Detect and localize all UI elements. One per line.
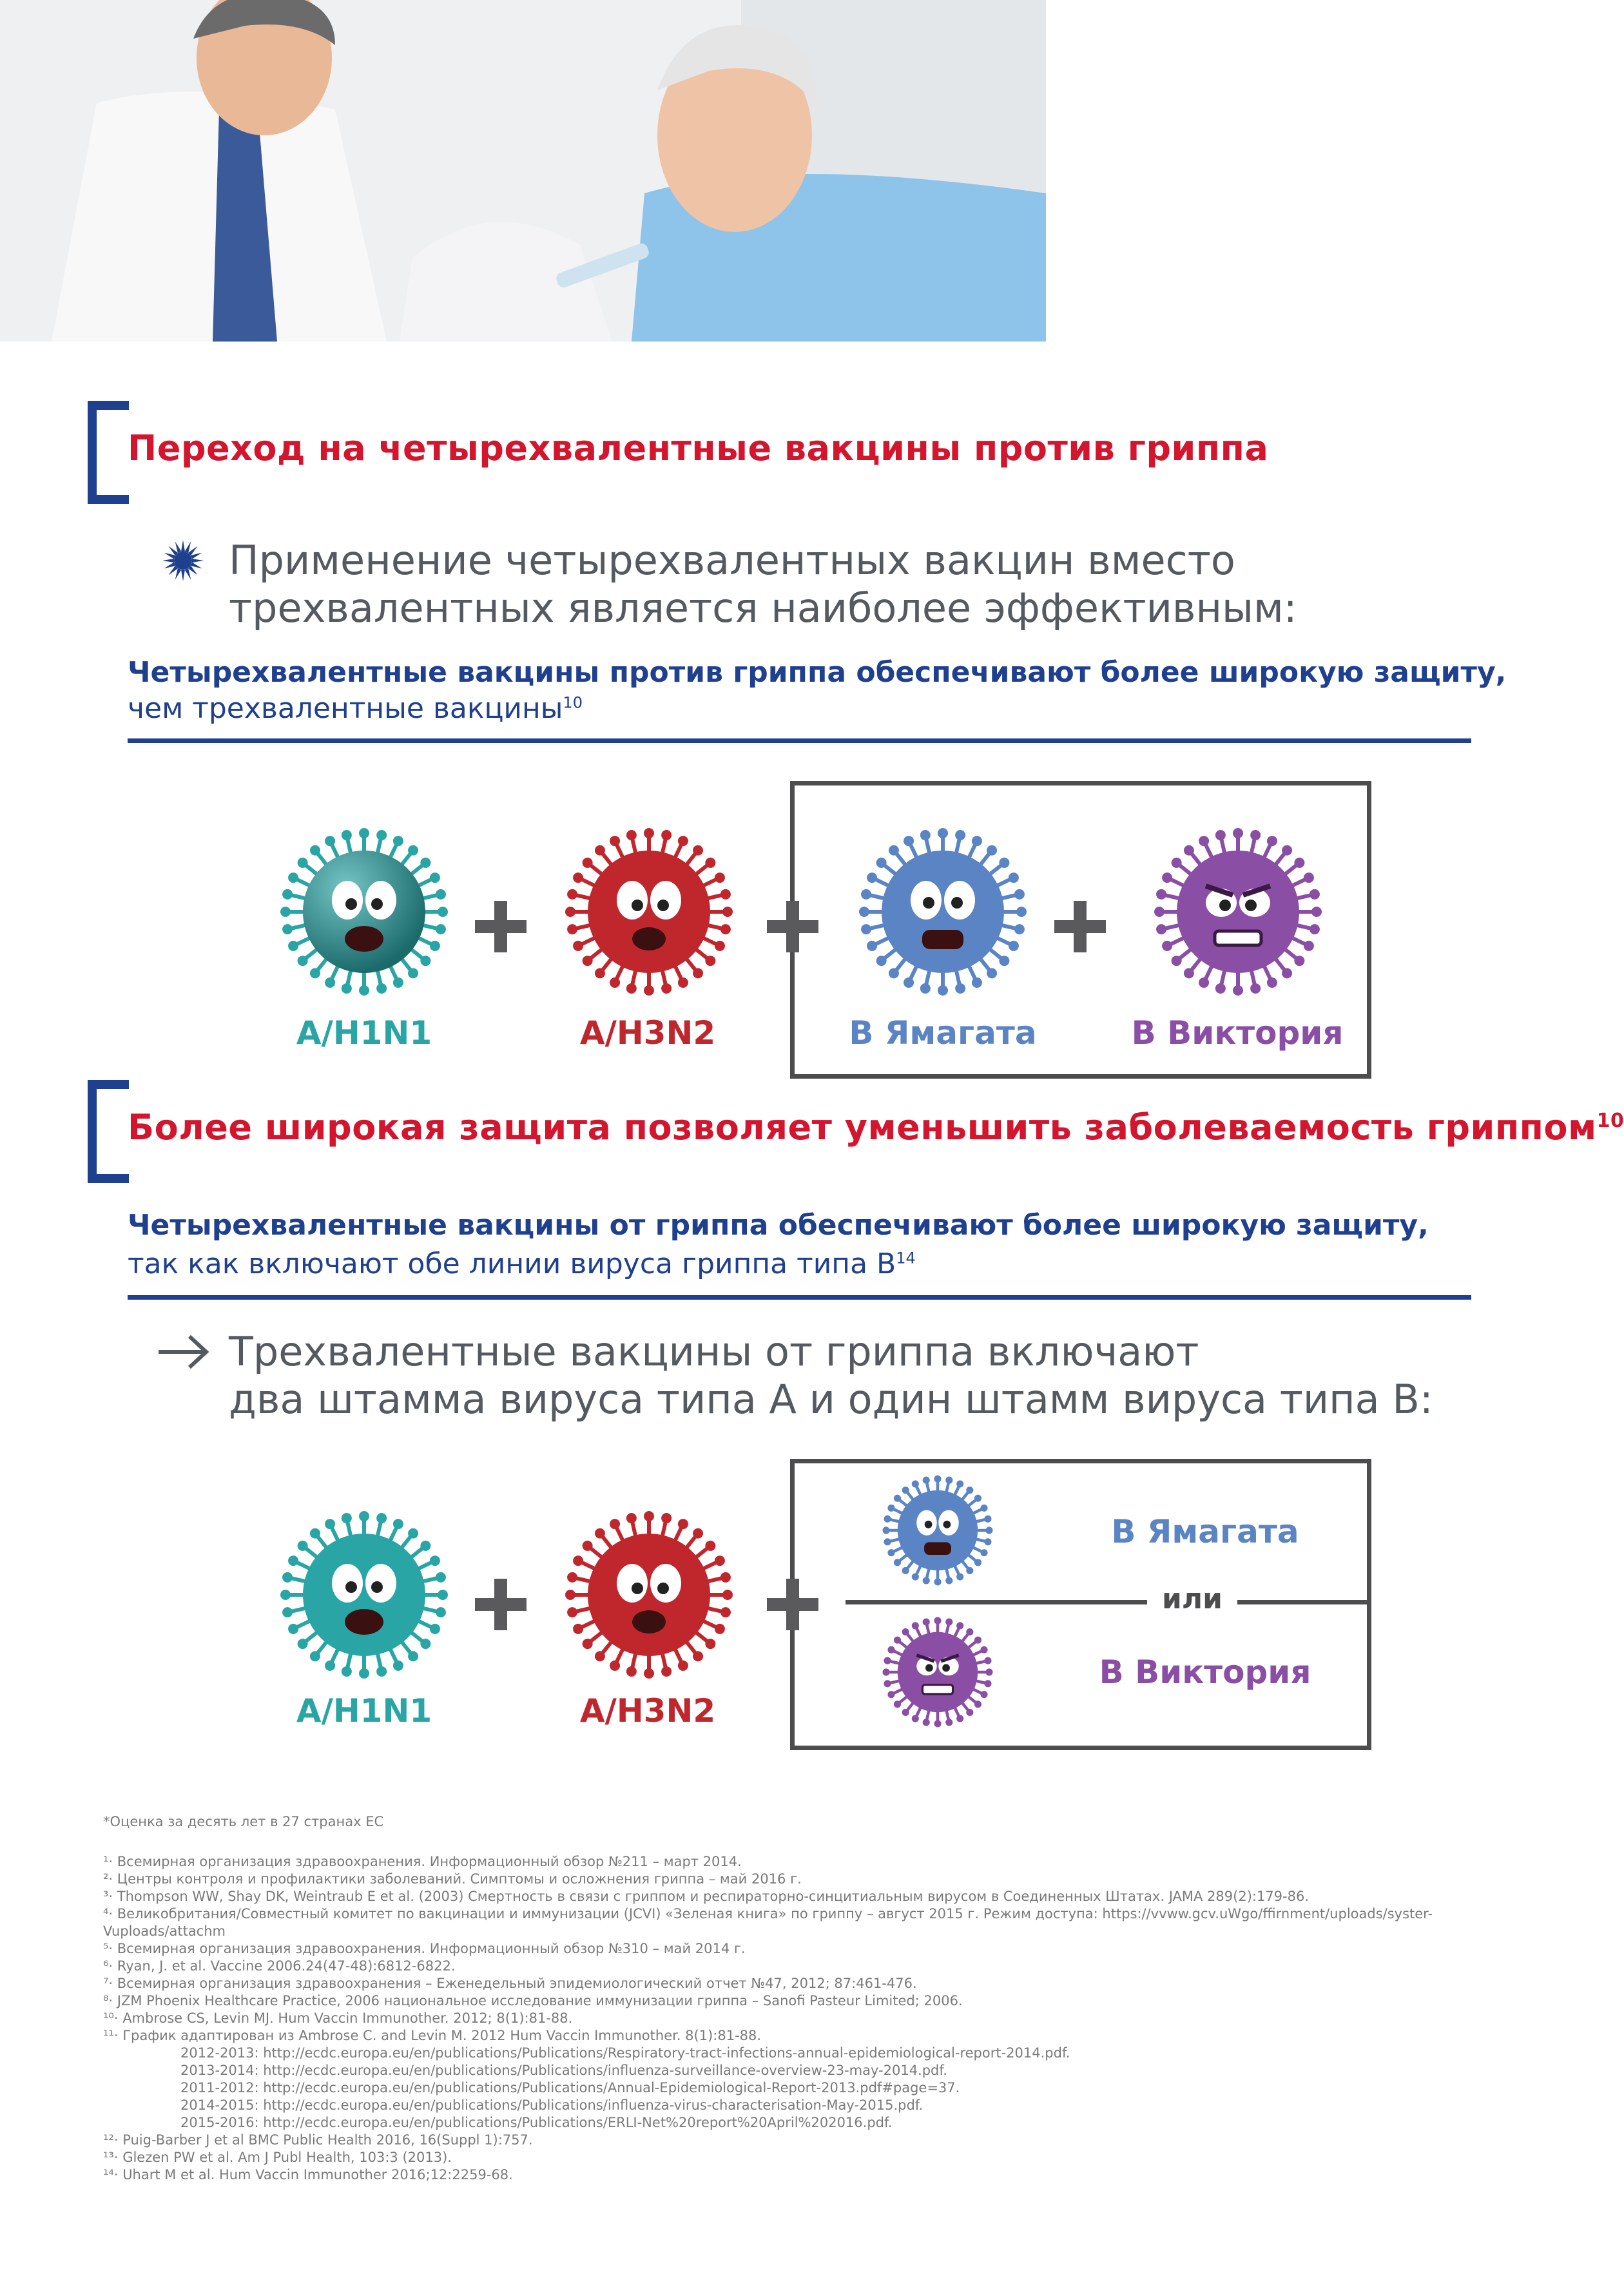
virus-spike-tip: [722, 1574, 729, 1581]
virus-spike-tip: [1001, 958, 1007, 964]
reference-item: ⁶· Ryan, J. et al. Vaccine 2006.24(47-48):6812-6822.: [103, 1958, 456, 1974]
virus-spike-tip: [290, 1557, 296, 1564]
virus-spike-tip: [976, 1702, 980, 1707]
virus-spike-tip: [327, 1521, 333, 1527]
virus-spike-tip: [1252, 832, 1259, 838]
reference-url: 2013-2014: http://ecdc.europa.eu/en/publications/Publications/influenza-surveillance-overview-23-may-2014.pdf.: [180, 2063, 947, 2078]
virus-spike-tip: [957, 985, 963, 992]
reference-item: ¹²· Puig-Barber J et al BMC Public Health 2016, 16(Suppl 1):757.: [103, 2132, 533, 2148]
section2-highlight-bold: Четырехвалентные вакцины от гриппа обеспечивают более широкую защиту,: [128, 1209, 1429, 1242]
or-divider-right: [1237, 1600, 1371, 1604]
reference-item: ¹¹· График адаптирован из Ambrose C. and Levin M. 2012 Hum Vaccin Immunother. 8(1):81-88.: [103, 2028, 762, 2043]
virus-spike-tip: [567, 909, 574, 915]
virus-spike-tip: [1018, 909, 1025, 915]
virus-spike-tip: [889, 1550, 894, 1555]
virus-spike-tip: [947, 1579, 952, 1583]
plus-icon: [767, 1579, 818, 1630]
virus-spike-tip: [438, 1574, 444, 1581]
virus-spike-tip: [612, 838, 618, 844]
plus-icon: [475, 901, 527, 952]
section2-lead-line1: Трехвалентные вакцины от гриппа включают: [229, 1328, 1199, 1375]
virus-spike-tip: [895, 1638, 900, 1642]
virus-spike-tip: [913, 1575, 918, 1579]
virus-spike-tip: [695, 847, 701, 854]
virus-spike-tip: [410, 1530, 416, 1537]
virus-spike-tip: [885, 1659, 890, 1663]
virus-spike-tip: [878, 860, 885, 866]
reference-item: ¹· Всемирная организация здравоохранения. Информационный обзор №211 – март 2014.: [103, 1854, 742, 1869]
virus-spike-tip: [982, 1550, 987, 1555]
photo-doctor-vaccinating-senior: [0, 0, 1046, 342]
virus-spike-tip: [395, 1521, 401, 1527]
virus-spike-tip: [1235, 830, 1241, 836]
virus-spike-tip: [891, 970, 897, 976]
virus-spike-tip: [569, 1609, 575, 1615]
plus-icon: [475, 1579, 527, 1630]
virus-spike-tip: [974, 838, 980, 844]
virus-spike-tip: [717, 943, 723, 949]
virus-spike-tip: [722, 926, 729, 932]
virus-spike-tip: [628, 1515, 635, 1521]
virus-h1n1-icon: [271, 831, 458, 992]
virus-spike-tip: [1186, 847, 1192, 854]
section-bracket: [88, 1080, 129, 1183]
virus-spike-tip: [585, 958, 591, 964]
reference-item: ⁵· Всемирная организация здравоохранения. Информационный обзор №310 – май 2014 г.: [103, 1941, 746, 1956]
virus-spike-tip: [1217, 985, 1224, 992]
reference-item: ³· Thompson WW, Shay DK, Weintraub E et al. (2003) Смертность в связи с гриппом и респираторно-синцитиальным вирусом в Соединенных Штатах. JAMA 289(2):179-86.: [103, 1889, 1310, 1904]
virus-spike-tip: [986, 1659, 991, 1663]
virus-spike-tip: [863, 926, 869, 932]
virus-spike-tip: [895, 1496, 900, 1501]
virus-spike-tip: [1174, 958, 1180, 964]
virus-spike-tip: [282, 1592, 289, 1598]
virus-spike-tip: [913, 1717, 918, 1721]
virus-spike-tip: [895, 1561, 900, 1565]
virus-spike-tip: [987, 1528, 992, 1533]
virus-spike-tip: [889, 1506, 894, 1510]
virus-spike-tip: [663, 985, 670, 992]
virus-spike-tip: [968, 1568, 972, 1573]
virus-spike-tip: [904, 1488, 908, 1492]
virus-spike-tip: [343, 1515, 350, 1521]
section1-rule: [128, 738, 1471, 743]
virus-spike-tip: [597, 1653, 603, 1659]
virus-spike-tip: [680, 1521, 686, 1527]
virus-spike-tip: [432, 874, 438, 881]
virus-spike-tip: [422, 958, 429, 964]
virus-spike-tip: [378, 1515, 385, 1521]
virus-spike-tip: [895, 1702, 900, 1707]
reference-item: ²· Центры контроля и профилактики заболеваний. Симптомы и осложнения гриппа – май 2016 г.: [103, 1871, 802, 1887]
virus-spike-tip: [569, 891, 575, 898]
reference-url: 2012-2013: http://ecdc.europa.eu/en/publications/Publications/Respiratory-tract-infections-annual-epidemiological-report-2014.pdf.: [180, 2045, 1070, 2061]
plus-icon: [767, 901, 818, 952]
strain-label-h1n1: A/H1N1: [296, 1692, 432, 1729]
virus-spike-tip: [1313, 909, 1320, 915]
virus-spike-tip: [1235, 987, 1241, 994]
virus-spike-tip: [924, 1579, 929, 1583]
virus-spike-tip: [1311, 926, 1318, 932]
virus-spike-tip: [924, 1620, 929, 1624]
b-option-yamagata-label: В Ямагата: [1111, 1513, 1299, 1550]
virus-spike-tip: [968, 1710, 972, 1715]
virus-spike-tip: [395, 838, 401, 844]
virus-spike-tip: [327, 979, 333, 986]
virus-h3n2-icon: [556, 1514, 742, 1675]
virus-spike-tip: [958, 1717, 962, 1721]
virus-spike-tip: [1306, 874, 1312, 881]
virus-spike-tip: [438, 891, 444, 898]
virus-spike-tip: [695, 970, 701, 976]
virus-spike-tip: [612, 1662, 618, 1669]
reference-item: ⁴· Великобритания/Совместный комитет по вакцинации и иммунизации (JCVI) «Зеленая книга» по гриппу – август 2015 г. Режим доступа: https://vvww.gcv.uWgo/ffirnment/uploads/syster-: [103, 1906, 1433, 1922]
virus-spike-tip: [300, 860, 306, 866]
virus-spike-tip: [312, 1530, 318, 1537]
virus-spike-tip: [612, 979, 618, 986]
virus-spike-tip: [940, 830, 946, 836]
virus-spike-tip: [940, 987, 946, 994]
virus-spike-tip: [343, 1668, 350, 1675]
reference-item: ⁸· JZM Phoenix Healthcare Practice, 2006 национальное исследование иммунизации гриппа – Sanofi Pasteur Limited; 2006.: [103, 1993, 963, 2008]
plus-icon: [1054, 901, 1106, 952]
virus-spike-tip: [1311, 891, 1318, 898]
strain-label-b-victoria: В Виктория: [1131, 1014, 1344, 1052]
virus-spike-tip: [585, 1641, 591, 1647]
virus-spike-tip: [327, 1662, 333, 1669]
burst-bullet-icon: [162, 540, 204, 581]
virus-spike-tip: [717, 874, 723, 881]
virus-spike-tip: [869, 943, 875, 949]
virus-spike-tip: [432, 1557, 438, 1564]
virus-spike-tip: [628, 1668, 635, 1675]
section2-highlight-regular: так как включают обе линии вируса гриппа типа $В^{14}$: [128, 1247, 916, 1280]
virus-spike-tip: [422, 1641, 429, 1647]
reference-mark: 10: [563, 693, 583, 712]
virus-spike-tip: [884, 1670, 889, 1675]
virus-spike-tip: [1016, 891, 1023, 898]
virus-spike-tip: [722, 1609, 729, 1615]
reference-mark: 14: [896, 1249, 916, 1267]
virus-spike-tip: [1158, 926, 1165, 932]
virus-spike-tip: [1252, 985, 1259, 992]
virus-spike-tip: [947, 1620, 952, 1624]
virus-spike-tip: [885, 1540, 890, 1545]
virus-spike-tip: [695, 1530, 701, 1537]
virus-spike-tip: [646, 987, 652, 994]
strain-label-h3n2: A/H3N2: [579, 1014, 716, 1052]
virus-spike-tip: [284, 926, 291, 932]
virus-spike-tip: [663, 832, 670, 838]
virus-spike-tip: [680, 1662, 686, 1669]
virus-spike-tip: [936, 1722, 940, 1726]
virus-spike-tip: [290, 943, 296, 949]
virus-spike-tip: [717, 1626, 723, 1632]
or-divider-label: или: [1162, 1583, 1223, 1615]
virus-spike-tip: [724, 909, 731, 915]
virus-spike-tip: [913, 1624, 918, 1628]
virus-spike-tip: [300, 1641, 306, 1647]
virus-spike-tip: [936, 1477, 940, 1481]
virus-spike-tip: [1201, 979, 1207, 986]
virus-spike-tip: [663, 1515, 670, 1521]
virus-spike-tip: [905, 979, 912, 986]
reference-item: ⁷· Всемирная организация здравоохранения – Еженедельный эпидемиологический отчет №47, 2012; 87:461-476.: [103, 1976, 917, 1991]
virus-spike-tip: [284, 891, 291, 898]
virus-spike-tip: [312, 970, 318, 976]
virus-spike-tip: [575, 1626, 581, 1632]
virus-b-yamagata-icon: [876, 1476, 999, 1585]
virus-spike-tip: [290, 874, 296, 881]
virus-spike-tip: [1164, 943, 1170, 949]
virus-spike-tip: [891, 847, 897, 854]
virus-spike-tip: [884, 1528, 889, 1533]
virus-spike-tip: [1217, 832, 1224, 838]
virus-spike-tip: [889, 1692, 894, 1697]
section1-title: Переход на четырехвалентные вакцины против гриппа: [128, 428, 1269, 468]
virus-spike-tip: [327, 838, 333, 844]
virus-spike-tip: [284, 1609, 291, 1615]
section1-lead-line1: Применение четырехвалентных вакцин вместо: [229, 537, 1235, 584]
virus-spike-tip: [707, 1543, 713, 1549]
virus-spike-tip: [986, 1540, 991, 1545]
virus-spike-tip: [646, 1670, 652, 1677]
virus-spike-tip: [913, 1482, 918, 1487]
virus-spike-tip: [982, 1506, 987, 1510]
virus-b-victoria-icon: [1145, 831, 1331, 992]
virus-spike-tip: [1156, 909, 1163, 915]
virus-spike-tip: [905, 838, 912, 844]
virus-spike-tip: [889, 1648, 894, 1652]
virus-spike-tip: [410, 970, 416, 976]
virus-spike-tip: [312, 1653, 318, 1659]
references-list: [103, 1853, 1433, 2184]
b-option-victoria-label: В Виктория: [1099, 1653, 1311, 1691]
virus-spike-tip: [597, 1530, 603, 1537]
virus-spike-tip: [861, 909, 867, 915]
virus-spike-tip: [982, 1648, 987, 1652]
reference-item: ¹⁴· Uhart M et al. Hum Vaccin Immunother 2016;12:2259-68.: [103, 2167, 513, 2182]
virus-spike-tip: [1306, 943, 1312, 949]
virus-spike-tip: [707, 860, 713, 866]
footnote-star: *Оценка за десять лет в 27 странах ЕС: [103, 1814, 384, 1829]
virus-spike-tip: [410, 847, 416, 854]
virus-spike-tip: [717, 1557, 723, 1564]
virus-spike-tip: [968, 1630, 972, 1634]
virus-spike-tip: [958, 1482, 962, 1487]
virus-spike-tip: [1269, 838, 1275, 844]
virus-spike-tip: [361, 987, 367, 994]
virus-spike-tip: [575, 874, 581, 881]
section1-highlight-regular: чем трехвалентные вакцины$^{10}$: [128, 692, 583, 725]
virus-spike-tip: [904, 1710, 908, 1715]
section-bracket: [88, 401, 129, 504]
virus-spike-tip: [680, 979, 686, 986]
section2-lead-line2: два штамма вируса типа А и один штамм вируса типа В:: [229, 1376, 1433, 1423]
virus-spike-tip: [724, 1592, 731, 1598]
virus-spike-tip: [395, 1662, 401, 1669]
virus-spike-tip: [878, 958, 885, 964]
section2-rule: [128, 1295, 1471, 1300]
virus-spike-tip: [432, 943, 438, 949]
virus-spike-tip: [343, 832, 350, 838]
virus-spike-tip: [300, 958, 306, 964]
virus-h1n1-icon: [271, 1514, 458, 1675]
virus-spike-tip: [1296, 958, 1302, 964]
virus-spike-tip: [284, 1574, 291, 1581]
reference-item: ¹³· Glezen PW et al. Am J Publ Health, 103:3 (2013).: [103, 2150, 452, 2165]
virus-h3n2-icon: [556, 831, 742, 992]
virus-spike-tip: [976, 1561, 980, 1565]
virus-spike-tip: [989, 970, 995, 976]
reference-url: 2011-2012: http://ecdc.europa.eu/en/publications/Publications/Annual-Epidemiological-Report-2013.pdf#page=37.: [180, 2080, 960, 2095]
virus-spike-tip: [1269, 979, 1275, 986]
virus-spike-tip: [585, 1543, 591, 1549]
virus-spike-tip: [300, 1543, 306, 1549]
virus-spike-tip: [585, 860, 591, 866]
section1-lead-line2: трехвалентных является наиболее эффективным:: [229, 584, 1297, 631]
virus-spike-tip: [1010, 943, 1017, 949]
virus-spike-tip: [869, 874, 875, 881]
virus-spike-tip: [885, 1517, 890, 1521]
virus-spike-tip: [422, 860, 429, 866]
virus-spike-tip: [290, 1626, 296, 1632]
virus-spike-tip: [947, 1720, 952, 1725]
virus-spike-tip: [628, 832, 635, 838]
virus-spike-tip: [575, 943, 581, 949]
virus-spike-tip: [986, 1517, 991, 1521]
virus-spike-tip: [361, 1513, 367, 1519]
or-divider-left: [846, 1600, 1147, 1604]
virus-spike-tip: [1186, 970, 1192, 976]
virus-spike-tip: [432, 1626, 438, 1632]
virus-spike-tip: [612, 1521, 618, 1527]
virus-spike-tip: [1296, 860, 1302, 866]
virus-spike-tip: [936, 1580, 940, 1585]
virus-spike-tip: [312, 847, 318, 854]
virus-b-victoria-icon: [876, 1617, 999, 1727]
virus-spike-tip: [1174, 860, 1180, 866]
virus-spike-tip: [567, 1592, 574, 1598]
reference-url: 2015-2016: http://ecdc.europa.eu/en/publications/Publications/ERLI-Net%20report%20April%202016.pdf.: [180, 2115, 893, 2130]
virus-spike-tip: [438, 1609, 444, 1615]
virus-b-yamagata-icon: [849, 831, 1036, 992]
virus-spike-tip: [863, 891, 869, 898]
virus-spike-tip: [707, 958, 713, 964]
virus-spike-tip: [924, 1478, 929, 1483]
strain-label-h3n2: A/H3N2: [579, 1692, 716, 1729]
virus-spike-tip: [1010, 874, 1017, 881]
virus-spike-tip: [1284, 847, 1290, 854]
virus-spike-tip: [904, 1568, 908, 1573]
virus-spike-tip: [343, 985, 350, 992]
virus-spike-tip: [1164, 874, 1170, 881]
virus-spike-tip: [1016, 926, 1023, 932]
virus-spike-tip: [569, 1574, 575, 1581]
virus-spike-tip: [986, 1682, 991, 1686]
virus-spike-tip: [974, 979, 980, 986]
virus-spike-tip: [958, 1575, 962, 1579]
virus-spike-tip: [976, 1496, 980, 1501]
virus-spike-tip: [922, 832, 929, 838]
virus-spike-tip: [987, 1670, 992, 1675]
virus-spike-tip: [904, 1630, 908, 1634]
virus-spike-tip: [282, 909, 289, 915]
virus-spike-tip: [575, 1557, 581, 1564]
virus-spike-tip: [707, 1641, 713, 1647]
arrow-right-icon: [156, 1333, 210, 1371]
reference-url: 2014-2015: http://ecdc.europa.eu/en/publications/Publications/influenza-virus-characterisation-May-2015.pdf.: [180, 2097, 923, 2113]
virus-spike-tip: [361, 1670, 367, 1677]
virus-spike-tip: [936, 1619, 940, 1623]
strain-label-b-yamagata: В Ямагата: [849, 1014, 1037, 1052]
virus-spike-tip: [378, 1668, 385, 1675]
strain-label-h1n1: A/H1N1: [296, 1014, 432, 1052]
virus-spike-tip: [695, 1653, 701, 1659]
virus-spike-tip: [378, 985, 385, 992]
virus-spike-tip: [438, 926, 444, 932]
virus-spike-tip: [1201, 838, 1207, 844]
virus-spike-tip: [924, 1720, 929, 1725]
virus-spike-tip: [947, 1478, 952, 1483]
virus-spike-tip: [646, 1513, 652, 1519]
virus-spike-tip: [440, 909, 446, 915]
section1-highlight-bold: Четырехвалентные вакцины против гриппа обеспечивают более широкую защиту,: [128, 656, 1507, 689]
virus-spike-tip: [597, 970, 603, 976]
virus-spike-tip: [722, 891, 729, 898]
virus-spike-tip: [976, 1638, 980, 1642]
virus-spike-tip: [410, 1653, 416, 1659]
virus-spike-tip: [1284, 970, 1290, 976]
virus-spike-tip: [378, 832, 385, 838]
virus-spike-tip: [663, 1668, 670, 1675]
virus-spike-tip: [1158, 891, 1165, 898]
virus-spike-tip: [958, 1624, 962, 1628]
virus-spike-tip: [646, 830, 652, 836]
virus-spike-tip: [440, 1592, 446, 1598]
virus-spike-tip: [680, 838, 686, 844]
virus-spike-tip: [922, 985, 929, 992]
virus-spike-tip: [968, 1488, 972, 1492]
reference-item: Vuploads/attachm: [103, 1923, 226, 1939]
virus-spike-tip: [422, 1543, 429, 1549]
virus-spike-tip: [989, 847, 995, 854]
reference-item: ¹⁰· Ambrose CS, Levin MJ. Hum Vaccin Immunother. 2012; 8(1):81-88.: [103, 2010, 573, 2026]
virus-spike-tip: [628, 985, 635, 992]
virus-spike-tip: [597, 847, 603, 854]
virus-spike-tip: [569, 926, 575, 932]
reference-mark: 10: [1596, 1110, 1624, 1132]
virus-spike-tip: [361, 830, 367, 836]
virus-spike-tip: [885, 1682, 890, 1686]
virus-spike-tip: [957, 832, 963, 838]
virus-spike-tip: [1001, 860, 1007, 866]
section2-title: Более широкая защита позволяет уменьшить заболеваемость гриппом$^{10}$: [128, 1107, 1624, 1148]
virus-spike-tip: [982, 1692, 987, 1697]
virus-spike-tip: [395, 979, 401, 986]
